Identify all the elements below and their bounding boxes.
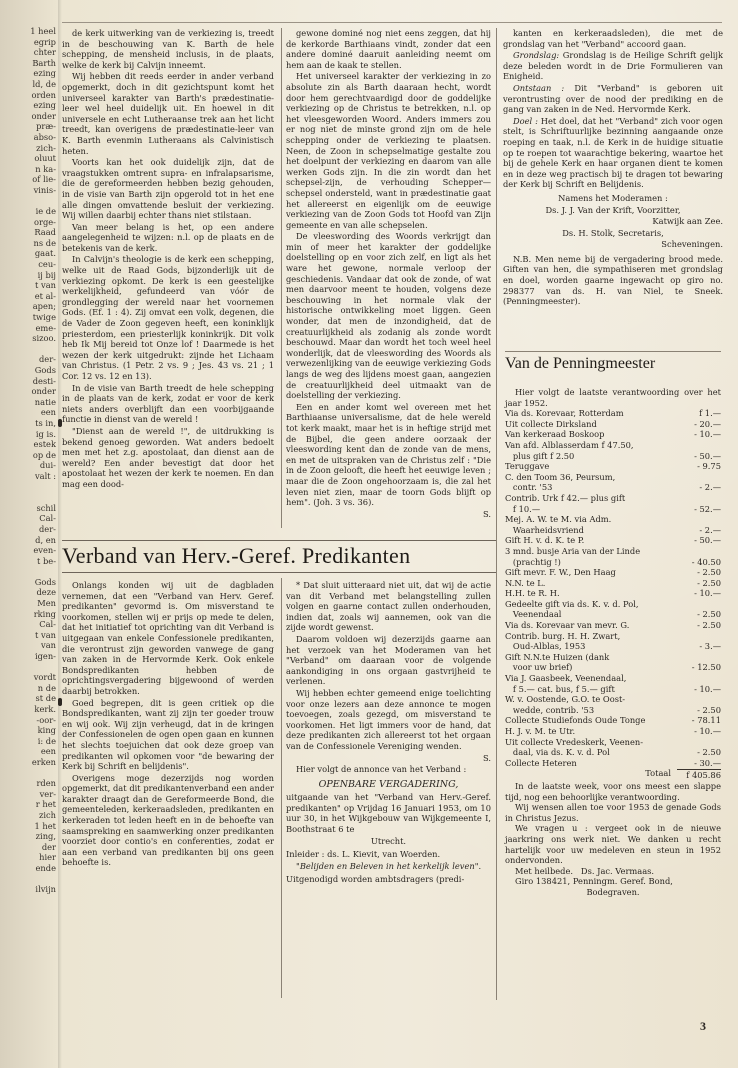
paragraph: Een en ander komt wel overeen met het Barthiaanse universalisme, dat de hele wereld tot kerk maakt, maar het is in heftige strijd met de Bijbel, die geen andere oorzaak der vleeswording kent dan de zonde van de mens, en met de uitspraken van de Christus zelf : "Die in de Zoon gelooft, die heeft het eeuwige leven ; maar die de Zoon ongehoorzaam is, die zal het leven niet zien, maar de toorn Gods blijft op hem". (Joh. 3 vs. 36). xyxy=(286,401,491,508)
edge-fragment: igen- xyxy=(34,651,56,662)
print-blot xyxy=(58,419,62,427)
ledger-label: Van kerkeraad Boskoop xyxy=(505,429,605,440)
paragraph: kanten en kerkeraadsleden), die met de grondslag van het "Verband" accoord gaan. xyxy=(503,28,723,49)
paragraph: Doel : Het doel, dat het "Verband" zich voor ogen stelt, is Schriftuurlijke bezinning aangaande onze roeping en taak, n.l. de Kerk in de huidige situatie op te roepen tot waarachtige bekering, waartoe het bij de gehele Kerk en haar organen dient te komen en in deze weg practisch bij te dragen tot bewaring der Kerk bij Schrift en Belijdenis. xyxy=(503,115,723,190)
ledger-row xyxy=(505,588,721,599)
ledger-amount: - 2.50 xyxy=(697,704,721,715)
article-column-3 xyxy=(503,28,723,352)
ledger-amount: - 12.50 xyxy=(691,662,721,673)
ledger-label: Gift N.N.te Huizen (dank xyxy=(505,651,610,662)
ledger-label: Contrib. Urk f 42.— plus gift xyxy=(505,492,626,503)
ledger-row xyxy=(505,578,721,589)
ledger-amount xyxy=(681,631,721,642)
paragraph: Onlangs konden wij uit de dagbladen vernemen, dat een "Verband van Herv. Geref. predikanten" gevormd is. Om misverstand te voorkomen, stellen wij er prijs op mede te delen, dat het initiatief tot oprichting van dit Verband is uitgegaan van enkele Confessionele predikanten, die verontrust zijn geworden vanwege de gang van zaken in de Hervormde Kerk. Ook enkele Bondspredikanten hebben de oprichtingsvergadering bijgewoond of werden daarbij betrokken. xyxy=(62,580,274,696)
paragraph: In de visie van Barth treedt de hele schepping in de plaats van de kerk, zodat er voor de kerk niets anders overblijft dan een voorbijgaande functie in dienst van de wereld ! xyxy=(62,382,274,425)
ledger-row xyxy=(505,493,721,504)
ledger-row xyxy=(505,705,721,716)
term-label: Grondslag: xyxy=(513,50,560,61)
ledger-label: Contrib. burg. H. H. Zwart, xyxy=(505,630,621,641)
edge-fragment xyxy=(0,874,56,885)
ledger-row xyxy=(505,652,721,663)
ledger-amount: - 10.— xyxy=(694,683,721,694)
paragraph: Hier volgt de annonce van het Verband : xyxy=(296,764,467,775)
edge-fragment: een xyxy=(40,746,56,757)
ledger-amount: - 52.— xyxy=(694,503,721,514)
column-divider xyxy=(281,578,282,998)
ledger-row xyxy=(505,673,721,684)
edge-fragment: Cal- xyxy=(39,513,56,524)
ledger-intro: Hier volgt de laatste verantwoording over het jaar 1952. xyxy=(505,387,721,408)
edge-fragment: kerk. xyxy=(34,704,56,714)
paragraph: Voorts kan het ook duidelijk zijn, dat de vraagstukken omtrent supra- en infralapsarisme, die de gereformeerden hebben bezig gehouden, in de visie van Barth zijn opgerold tot in het ene alle dingen omvattende besluit der verkiezing. Wij willen daarbij echter thans niet stilstaan. xyxy=(62,157,274,221)
ledger-row xyxy=(505,715,721,726)
ledger-amount xyxy=(681,493,721,504)
ledger-label: Oud-Alblas, 1953 xyxy=(505,641,586,652)
moderamen-name: Katwijk aan Zee. xyxy=(652,216,723,227)
ledger-label: H.H. te R. H. xyxy=(505,588,560,599)
moderamen-name: Ds. J. J. Van der Krift, Voorzitter, xyxy=(545,204,681,215)
ledger-amount xyxy=(681,472,721,483)
edge-fragment: ende xyxy=(35,862,56,873)
edge-fragment xyxy=(0,196,56,207)
ledger-label: voor uw brief) xyxy=(505,662,573,673)
paragraph: * Dat sluit uitteraard niet uit, dat wij de actie van dit Verband met belangstelling zullen volgen en gaarne contact zullen onderhouden, indien dat, zoals wij aannemen, ook van die zijde wordt gewenst. xyxy=(286,580,491,633)
edge-fragment: præ- xyxy=(36,121,56,132)
top-rule xyxy=(62,22,722,23)
ledger-row xyxy=(505,620,721,631)
ledger-row xyxy=(505,758,721,769)
note: N.B. Men neme bij de vergadering brood mede. Giften van hen, die sympathiseren met grondslag en doel, worden gaarne ingewacht op giro no. 298377 van ds. H. van Niel, te Sneek. (Penningmeester). xyxy=(503,253,723,307)
ledger-amount: - 9.75 xyxy=(697,461,721,472)
edge-fragment: ver- xyxy=(39,788,56,799)
edge-fragment: ceu- xyxy=(38,259,56,270)
edge-fragment xyxy=(0,492,56,503)
edge-fragment: ezing xyxy=(33,68,56,79)
ledger-amount: - 10.— xyxy=(694,429,721,440)
ledger-amount: - 20.— xyxy=(694,418,721,429)
edge-fragment: deze xyxy=(36,587,56,598)
invitation: Uitgenodigd worden ambtsdragers (predi- xyxy=(286,874,465,885)
ledger-label: N.N. te L. xyxy=(505,577,546,588)
ledger-label: W. v. Oostende, G.O. te Oost- xyxy=(505,694,626,705)
ledger-label: (prachtig !) xyxy=(505,556,561,567)
edge-fragment: erken xyxy=(31,756,56,767)
edge-fragment: rden xyxy=(36,778,56,789)
edge-fragment: rking xyxy=(33,608,56,619)
edge-fragment: natie xyxy=(34,396,56,407)
edge-fragment: orden xyxy=(31,89,56,100)
edge-fragment: apen; xyxy=(32,301,56,312)
total-amount: f 405.86 xyxy=(677,769,721,781)
edge-fragment: desti- xyxy=(32,375,56,386)
ledger-label: Via ds. Korevaar, Rotterdam xyxy=(505,408,624,419)
edge-fragment xyxy=(0,482,56,493)
paragraph: gewone dominé nog niet eens zeggen, dat hij de kerkorde Barthiaans vindt, zonder dat een andere dominé daaruit aanleiding neemt om hem aan de kaak te stellen. xyxy=(286,28,491,70)
ledger-row xyxy=(505,504,721,515)
edge-fragment: ezing xyxy=(33,100,56,111)
ledger-amount: f 1.— xyxy=(699,408,721,419)
edge-fragment: ie de xyxy=(35,206,56,217)
paragraph: Ontstaan : Dit "Verband" is geboren uit verontrusting over de nood der prediking en de gang van zaken in de Ned. Hervormde Kerk. xyxy=(503,82,723,115)
ledger-amount xyxy=(681,694,721,705)
edge-fragment: zing, xyxy=(35,831,56,842)
edge-fragment: t van xyxy=(35,629,56,640)
ledger-label: Uit collecte Vredeskerk, Veenen- xyxy=(505,736,644,747)
ledger-amount: - 2.— xyxy=(699,482,721,493)
edge-fragment: of lie- xyxy=(32,174,56,185)
page-number: 3 xyxy=(700,1019,706,1033)
ledger-label: Collecte Studiefonds Oude Tonge xyxy=(505,715,646,726)
ledger-amount: - 50.— xyxy=(694,450,721,461)
edge-fragment: n ka- xyxy=(35,163,56,174)
article-column-1 xyxy=(62,28,274,538)
moderamen-label: Namens het Moderamen : xyxy=(558,192,668,203)
edge-fragment: Raad xyxy=(34,227,56,238)
edge-fragment: dui- xyxy=(39,460,56,471)
edge-fragment xyxy=(0,662,56,673)
ledger-amount: - 2.50 xyxy=(697,567,721,578)
moderamen-name: Ds. H. Stolk, Secretaris, xyxy=(562,227,664,238)
ledger-row xyxy=(505,684,721,695)
edge-fragment: gaat. xyxy=(34,248,56,259)
edge-fragment: d, en xyxy=(35,534,56,545)
edge-fragment: onder xyxy=(31,110,56,121)
ledger-address2: Bodegraven. xyxy=(586,886,640,897)
ledger-label: Waarheidsvriend xyxy=(505,524,584,535)
edge-fragment: ig is. xyxy=(35,428,56,439)
headline-top-rule xyxy=(62,540,496,541)
section-rule xyxy=(505,351,721,352)
paragraph: Grondslag: Grondslag is de Heilige Schrift gelijk deze beleden wordt in de Drie Formulieren van Enigheid. xyxy=(503,50,723,82)
edge-fragment: eme- xyxy=(35,322,56,333)
previous-page-edge-text xyxy=(0,26,56,1026)
edge-fragment: vordt xyxy=(33,672,56,683)
ledger-amount: - 50.— xyxy=(694,535,721,546)
ledger-row xyxy=(505,514,721,525)
edge-fragment: i: de xyxy=(37,735,56,746)
ledger-label: plus gift f 2.50 xyxy=(505,450,575,461)
edge-fragment: egrip xyxy=(33,36,56,47)
edge-fragment: van xyxy=(41,640,56,651)
moderamen-name: Scheveningen. xyxy=(661,239,723,250)
edge-fragment: twige xyxy=(32,312,56,323)
edge-fragment: r het xyxy=(35,799,56,810)
ledger-amount: - 2.50 xyxy=(697,747,721,758)
ledger-row xyxy=(505,408,721,419)
edge-fragment: Men xyxy=(37,598,56,609)
edge-fragment xyxy=(0,768,56,779)
ledger-amount: - 2.50 xyxy=(697,620,721,631)
ledger-row xyxy=(505,726,721,737)
edge-fragment: t van xyxy=(35,280,56,291)
edge-fragment: orge- xyxy=(34,216,56,227)
edge-fragment: valt : xyxy=(34,470,56,481)
ledger-amount xyxy=(681,514,721,525)
ledger-row xyxy=(505,451,721,462)
ledger-label: f 5.— cat. bus, f 5.— gift xyxy=(505,683,615,694)
ledger-label: H. J. v. M. te Utr. xyxy=(505,726,576,736)
ledger-amount: - 3.— xyxy=(699,641,721,652)
ledger-row xyxy=(505,694,721,705)
edge-fragment: t be- xyxy=(37,555,56,566)
ledger-label: wedde, contrib. '53 xyxy=(505,704,595,715)
ledger-amount xyxy=(681,673,721,684)
ledger-amount xyxy=(681,737,721,748)
edge-fragment: Barth xyxy=(32,57,56,68)
edge-fragment: ns de xyxy=(33,237,56,248)
ledger-row xyxy=(505,631,721,642)
paragraph: de kerk uitwerking van de verkiezing is, treedt in de beschouwing van K. Barth de hele schepping, de mensheid inclusis, in de plaats, welke de kerk bij Calvijn inneemt. xyxy=(62,28,274,70)
paragraph: Wij hebben dit reeds eerder in ander verband opgemerkt, doch in dit gezichtspunt komt het universeel karakter van Barth's prædestinatie-leer wel heel duidelijk uit. En hoewel in dit universele en echt Lutheraanse trek aan het licht treedt, kan overigens de prædestinatie-leer van K. Barth evenmin Lutheraans als Calvinistisch heten. xyxy=(62,71,274,156)
ledger-row xyxy=(505,419,721,430)
edge-fragment xyxy=(0,566,56,577)
ledger-row xyxy=(505,440,721,451)
ledger-label: Via ds. Korevaar van mevr. G. xyxy=(505,620,630,631)
ledger-amount xyxy=(681,440,721,451)
closing-paragraph: In de laatste week, voor ons meest een slappe tijd, nog een behoorlijke verantwoording. xyxy=(505,780,721,802)
edge-fragment: abso- xyxy=(33,131,56,142)
edge-fragment xyxy=(0,344,56,355)
edge-fragment: ts in, xyxy=(35,417,56,428)
ledger-label: Gedeelte gift via ds. K. v. d. Pol, xyxy=(505,598,639,609)
paragraph: De vleeswording des Woords verkrijgt dan min of meer het karakter der goddelijke doelstelling op en voor zich zelf, en ligt als het ware het gewone, normale verloop der geschiedenis. Vandaar dat ook de zonde, of wat men daarvoor meent te houden, volgens deze beschouwing in het normale vlak der historische ontwikkeling moet liggen. Geen wonder, dat men de inzondigheid, dat de creatuurlijkheid als zodanig als zonde wordt beschouwd. Maar dan wordt het toch weel heel wonderlijk, dat de vleeswording des Woords als verwezenlijking van de eeuwige verkiezing Gods langs de weg des lijdens moest gaan, aangezien de creatuurlijkheid deel uitmaakt van de doelstelling der verkiezing. xyxy=(286,231,491,401)
edge-fragment: der xyxy=(41,841,56,852)
ledger-amount: - 2.50 xyxy=(697,577,721,588)
ledger-row xyxy=(505,737,721,748)
edge-fragment: n de xyxy=(37,682,56,693)
speaker: Inleider : ds. L. Kievit, van Woerden. xyxy=(286,849,441,860)
closing-paragraph: We vragen u : vergeet ook in de nieuwe jaarkring ons werk niet. We danken u recht hartelijk voor uw medeleven en steun in 1952 ondervonden. xyxy=(505,823,721,866)
ledger-label: Teruggave xyxy=(505,461,550,472)
ledger-label: Van afd. Alblasserdam f 47.50, xyxy=(505,439,634,450)
paragraph: Wij hebben echter gemeend enige toelichting voor onze lezers aan deze annonce te mogen toevoegen, zoals gezegd, om misverstand te voorkomen. Het ligt immers voor de hand, dat deze predikanten zich allereerst tot het orgaan van de Confessionele Vereniging wenden. xyxy=(286,687,491,751)
term-label: Doel : xyxy=(513,115,538,126)
edge-fragment: hier xyxy=(39,852,56,863)
ledger-label: C. den Toom 36, Peursum, xyxy=(505,471,616,482)
ledger-amount: - 10.— xyxy=(694,726,721,736)
article-headline: Verband van Herv.-Geref. Predikanten xyxy=(62,543,411,568)
ledger-row xyxy=(505,662,721,673)
edge-fragment: king xyxy=(37,725,56,736)
topic: "Belijden en Beleven in het kerkelijk leven". xyxy=(296,860,482,871)
announcement-title: OPENBARE VERGADERING, xyxy=(318,778,459,790)
paragraph: "Dienst aan de wereld !", de uitdrukking is bekend genoeg geworden. Wat anders bedoelt men met het z.g. apostolaat, dan dienst aan de wereld? Een ander bevestigt dat door het apostolaat het wezen der kerk te noemen. En dan mag een dood- xyxy=(62,425,274,489)
article-column-4 xyxy=(62,580,274,1000)
announcement-city: Utrecht. xyxy=(370,835,407,846)
edge-fragment: et al- xyxy=(34,290,56,301)
edge-fragment: -oor- xyxy=(36,714,56,725)
ledger-label: contr. '53 xyxy=(505,482,553,493)
edge-fragment: een xyxy=(40,407,56,418)
ledger-label: 3 mnd. busje Aria van der Linde xyxy=(505,545,641,556)
edge-fragment: schil xyxy=(36,502,56,513)
ledger-label: Veenendaal xyxy=(505,609,562,620)
edge-fragment: chter xyxy=(33,47,56,58)
article-column-2 xyxy=(286,28,491,538)
ledger-amount xyxy=(681,652,721,663)
ledger-greeting: Met heilbede. Ds. Jac. Vermaas. xyxy=(515,865,655,876)
treasurer-heading: Van de Penningmeester xyxy=(505,355,656,372)
edge-fragment: estek xyxy=(33,439,56,450)
edge-fragment: vinis- xyxy=(33,184,56,195)
edge-fragment: 1 heel xyxy=(30,26,56,36)
article-column-5 xyxy=(286,580,491,1000)
edge-fragment: ij bij xyxy=(37,269,56,280)
ledger-amount xyxy=(681,599,721,610)
edge-fragment: zich xyxy=(38,809,56,820)
closing-paragraph: Wij wensen allen toe voor 1953 de genade Gods in Christus Jezus. xyxy=(505,802,721,823)
ledger-row xyxy=(505,525,721,536)
ledger-label: Mej. A. W. te M. via Adm. xyxy=(505,514,612,525)
ledger-label: Collecte Heteren xyxy=(505,757,577,768)
treasurer-ledger xyxy=(505,387,721,898)
signature: S. xyxy=(482,752,491,763)
ledger-label: Gift mevr. F. W., Den Haag xyxy=(505,567,616,578)
ledger-amount: - 30.— xyxy=(694,757,721,768)
headline-bottom-rule xyxy=(62,572,496,573)
column-divider xyxy=(496,360,497,1000)
edge-fragment: 1 het xyxy=(34,820,56,831)
ledger-row xyxy=(505,747,721,758)
ledger-amount: - 2.50 xyxy=(697,609,721,620)
edge-fragment: ilvijn xyxy=(35,884,56,895)
edge-fragment: Gods xyxy=(34,365,56,375)
column-divider xyxy=(281,28,282,528)
edge-fragment: st de xyxy=(35,693,56,704)
edge-fragment: der- xyxy=(39,354,56,365)
edge-fragment: oluut xyxy=(34,153,56,164)
ledger-row xyxy=(505,482,721,493)
ledger-address1: Giro 138421, Penningm. Geref. Bond, xyxy=(515,876,673,887)
ledger-label: f 10.— xyxy=(505,503,541,514)
ledger-label: Uit collecte Dirksland xyxy=(505,418,597,429)
ledger-label: daal, via ds. K. v. d. Pol xyxy=(505,747,610,758)
edge-fragment: ld, de xyxy=(32,78,56,89)
ledger-label: Gift H. v. d. K. te P. xyxy=(505,535,585,546)
signature: S. xyxy=(482,508,491,519)
ledger-amount: - 40.50 xyxy=(691,556,721,567)
paragraph: Daarom voldoen wij dezerzijds gaarne aan het verzoek van het Moderamen van het "Verband" om daaraan voor de volgende aankondiging in ons orgaan gastvrijheid te verlenen. xyxy=(286,633,491,687)
term-label: Ontstaan : xyxy=(513,82,565,93)
total-label: Totaal xyxy=(645,768,671,779)
paragraph: Het universeel karakter der verkiezing in zo absolute zin als Barth daaraan hecht, wordt door hem gerechtvaardigd door de goddelijke verkiezing op de Christus te betrekken, n.l. op het vleesgeworden Woord. Anders immers zou er nog niet de minste grond zijn om de hele schepping onder de verkiezing te plaatsen. Neen, de Zoon in schepselmatige gestalte zou het doelpunt der verkiezing en daarom van alle werken Gods zijn. In die zin wordt dan het schepsel-zijn, de verhouding Schepper—schepsel ondersteld, want in prædestinatie gaat het allereerst en eigenlijk om de eeuwige verkiezing van de Zoon Gods tot Hoofd van Zijn gemeente en van alle schepselen. xyxy=(286,71,491,230)
edge-fragment: onder xyxy=(31,386,56,397)
ledger-row xyxy=(505,599,721,610)
ledger-row xyxy=(505,641,721,652)
ledger-amount xyxy=(681,546,721,557)
paragraph: In Calvijn's theologie is de kerk een schepping, welke uit de Raad Gods, bijzonderlijk uit de verkiezing opkomt. De kerk is een geestelijke werkelijkheid, gefundeerd van vóór de grondlegging der wereld naar het voornemen Gods. (Ef. 1 : 4). Zij omvat een volk, degenen, die de Vader de Zoon gegeven heeft, een koninklijk priesterdom, een priesterlijk koninkrijk. Dit volk heb Ik Mij bereid tot Onze lof ! Daarmede is het wezen der kerk uitgedrukt: zijnde het Lichaam van Christus. (1 Petr. 2 vs. 9 ; Jes. 43 vs. 21 ; 1 Cor. 12 vs. 12 en 13). xyxy=(62,254,274,381)
edge-fragment: Cal- xyxy=(39,619,56,630)
edge-fragment: even- xyxy=(33,545,56,556)
edge-fragment: op de xyxy=(32,449,56,460)
announcement-body: uitgaande van het "Verband van Herv.-Geref. predikanten" op Vrijdag 16 Januari 1953, om 10 uur 30, in het Wijkgebouw van Wijkgemeente I, Boothstraat 6 te xyxy=(286,792,491,835)
paragraph: Overigens moge dezerzijds nog worden opgemerkt, dat dit predikantenverband een ander karakter draagt dan de Gereformeerde Bond, die gemeenteleden, kerkeraadsleden, predikanten en kerkeraden tot leden heeft en in de behoefte van saamspreking en saamwerking onzer predikanten voorziet door contio's en conferenties, zodat er aan een verband van predikanten bij ons geen behoefte is. xyxy=(62,772,274,868)
edge-fragment: zich- xyxy=(36,142,56,153)
ledger-label: Via J. Gaasbeek, Veenendaal, xyxy=(505,673,627,684)
ledger-row xyxy=(505,461,721,472)
edge-fragment: Gods xyxy=(34,576,56,587)
print-blot xyxy=(58,698,62,706)
ledger-amount: - 78.11 xyxy=(691,715,721,726)
edge-fragment: sizoo. xyxy=(32,333,56,344)
ledger-amount: - 10.— xyxy=(694,588,721,599)
ledger-row xyxy=(505,429,721,440)
paragraph: Van meer belang is het, op een andere aangelegenheid te wijzen: n.l. op de plaats en de betekenis van de kerk. xyxy=(62,221,274,253)
ledger-row xyxy=(505,472,721,483)
paragraph: Goed begrepen, dit is geen critiek op die Bondspredikanten, want zij zijn ter goeder trouw en wij ook. Wij zijn verheugd, dat in de kringen der Confessionelen de ogen open gaan en kunnen het slechts toejuichen dat ook deze groep van predikanten wil opkomen voor "de bewaring der Kerk bij Schrift en belijdenis". xyxy=(62,697,274,772)
ledger-total xyxy=(505,768,721,781)
edge-fragment: der- xyxy=(39,523,56,534)
ledger-amount: - 2.— xyxy=(699,524,721,535)
ledger-row xyxy=(505,609,721,620)
